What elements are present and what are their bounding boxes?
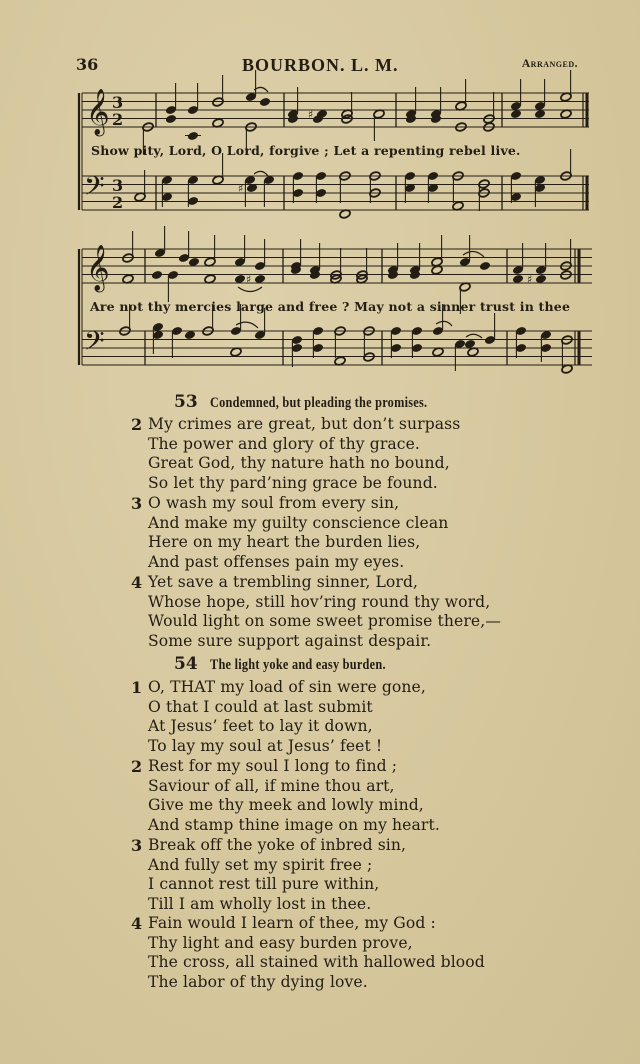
music-score: [0, 0, 640, 400]
stanza-number: 1: [131, 678, 143, 697]
stanza-line: Here on my heart the burden lies,: [148, 533, 421, 552]
slur: [236, 322, 258, 328]
hymn-subtitle: Condemned, but pleading the promises.: [209, 395, 427, 411]
tune-title: BOURBON. L. M.: [242, 55, 399, 75]
stanza-53-4: [131, 573, 501, 651]
stanza-number: 3: [131, 836, 143, 855]
stanza-number: 2: [131, 415, 143, 434]
slur: [463, 251, 484, 257]
sharp-accidental: ♯: [527, 273, 533, 286]
slur: [466, 334, 482, 338]
stanza-53-2: [131, 415, 460, 493]
stanza-line: The power and glory of thy grace.: [148, 434, 420, 453]
stanza-number: 2: [131, 757, 143, 776]
stanza-line: Till I am wholly lost in thee.: [148, 894, 372, 913]
bass-clef-icon: 𝄢: [84, 170, 105, 208]
slur: [238, 287, 262, 292]
stanza-54-1: [131, 678, 426, 756]
stanza-line: Saviour of all, if mine thou art,: [148, 776, 395, 795]
treble-clef-icon: 𝄞: [86, 245, 110, 291]
slur: [436, 321, 452, 326]
stanza-line: I cannot rest till pure within,: [148, 875, 380, 894]
stanza-line: O that I could at last submit: [148, 697, 373, 716]
quarter-note-head: [479, 261, 491, 271]
stanza-line: My crimes are great, but don’t surpass: [148, 415, 461, 433]
treble-clef-icon: 𝄞: [86, 89, 110, 135]
stanza-line: Fain would I learn of thee, my God :: [148, 914, 436, 932]
stanza-line: Great God, thy nature hath no bound,: [148, 454, 450, 473]
stanza-line: And fully set my spirit free ;: [148, 855, 373, 874]
arrangement-credit: Arranged.: [521, 58, 578, 70]
lyrics-line-1: Show pity, Lord, O Lord, forgive ; Let a repenting rebel live.: [91, 143, 521, 158]
stanza-line: Rest for my soul I long to find ;: [148, 757, 398, 775]
stanza-line: And stamp thine image on my heart.: [148, 815, 440, 834]
stanza-line: Would light on some sweet promise there,—: [148, 612, 501, 631]
stanza-number: 4: [131, 914, 143, 933]
time-signature-top: 3: [112, 176, 124, 195]
stanza-line: And make my guilty conscience clean: [148, 513, 449, 532]
stanza-line: And past offenses pain my eyes.: [148, 552, 405, 571]
bass-clef-icon: 𝄢: [84, 325, 105, 363]
hymn-heading-54: [174, 654, 424, 674]
stanza-line: To lay my soul at Jesus’ feet !: [148, 736, 383, 755]
lyrics-line-2: Are not thy mercies large and free ? May not a sinner trust in thee: [90, 299, 571, 314]
time-signature-bottom: 2: [112, 110, 124, 129]
quarter-note-head: [151, 270, 163, 280]
stanza-line: Thy light and easy burden prove,: [148, 933, 413, 952]
stanza-line: At Jesus’ feet to lay it down,: [148, 717, 373, 736]
sharp-accidental: ♯: [238, 182, 244, 195]
time-signature-top: 3: [112, 93, 124, 112]
stanza-54-4: [131, 914, 485, 992]
sharp-accidental: ♯: [246, 273, 252, 286]
stanza-line: Whose hope, still hov’ring round thy word,: [148, 592, 491, 611]
hymn-subtitle: The light yoke and easy burden.: [209, 657, 386, 673]
stanza-line: Break off the yoke of inbred sin,: [148, 836, 407, 854]
slur: [254, 171, 268, 176]
stanza-line: The labor of thy dying love.: [148, 972, 368, 991]
stanza-line: Some sure support against despair.: [148, 631, 432, 650]
time-signature-bottom: 2: [112, 193, 124, 212]
stanza-line: O, THAT my load of sin were gone,: [148, 678, 426, 696]
stanza-54-2: [131, 757, 440, 835]
hymn-heading-53: [174, 392, 475, 412]
stanza-54-3: [131, 836, 406, 914]
sharp-accidental: ♯: [456, 338, 462, 351]
sharp-accidental: ♯: [308, 108, 314, 121]
quarter-note-head: [165, 114, 177, 124]
stanza-line: The cross, all stained with hallowed blood: [148, 953, 485, 972]
hymn-number: 54: [174, 654, 198, 674]
stanza-line: O wash my soul from every sin,: [148, 494, 400, 512]
quarter-note-head: [259, 97, 271, 107]
stanza-number: 3: [131, 494, 143, 513]
page-number: 36: [76, 55, 99, 74]
stanza-line: So let thy pard’ning grace be found.: [148, 473, 438, 492]
stanza-53-3: [131, 494, 448, 572]
hymn-number: 53: [174, 392, 198, 412]
stanza-line: Yet save a trembling sinner, Lord,: [148, 573, 419, 591]
stanza-number: 4: [131, 573, 143, 592]
stanza-line: Give me thy meek and lowly mind,: [148, 796, 424, 815]
